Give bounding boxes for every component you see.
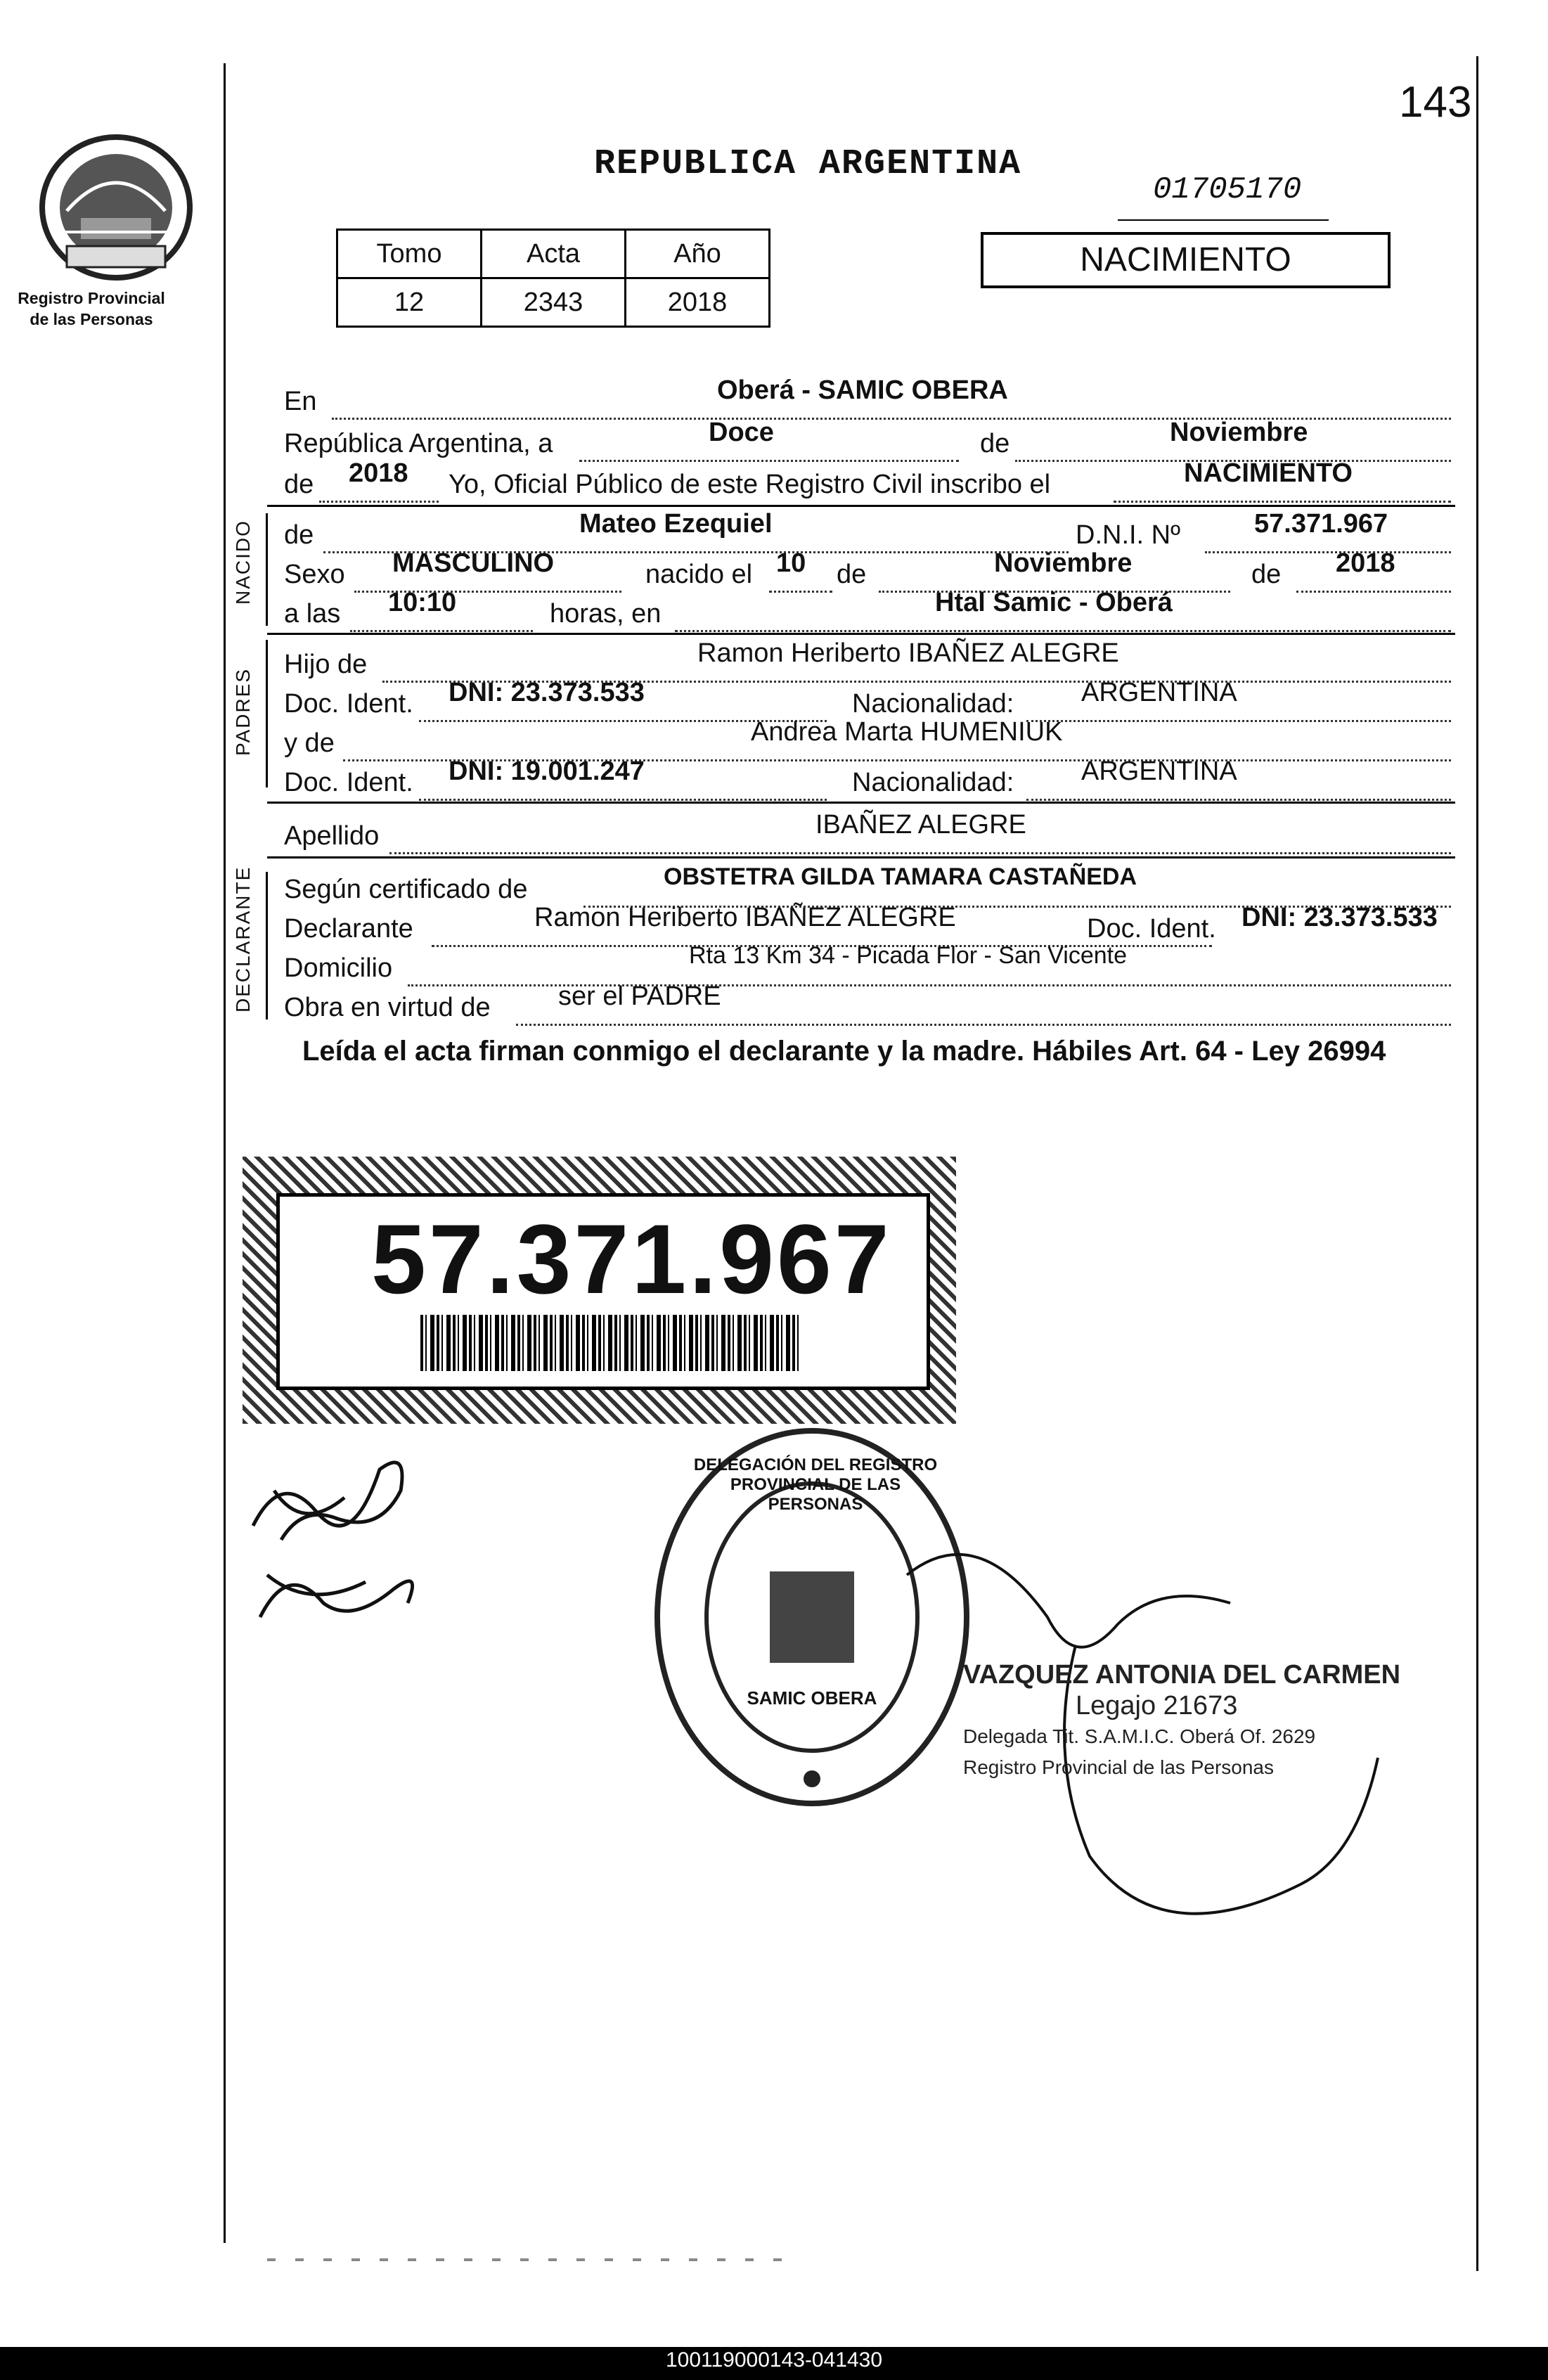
bottom-faint-line bbox=[267, 2258, 787, 2261]
doc2-label: Doc. Ident. bbox=[284, 768, 413, 797]
table-header-acta: Acta bbox=[482, 230, 626, 278]
doc3-value: DNI: 23.373.533 bbox=[1241, 903, 1438, 932]
seal-caption-line1: Registro Provincial bbox=[18, 289, 165, 307]
section-divider bbox=[267, 856, 1455, 858]
nac1-label: Nacionalidad: bbox=[852, 689, 1014, 719]
form-row-sexo bbox=[284, 548, 1451, 599]
dni-sticker-number: 57.371.967 bbox=[371, 1204, 892, 1314]
republica-label: República Argentina, a bbox=[284, 429, 553, 458]
declarant-signature-icon bbox=[239, 1427, 464, 1638]
province-seal bbox=[28, 127, 204, 288]
nac-dia-value: 10 bbox=[776, 548, 806, 578]
official-stamp-line1: VAZQUEZ ANTONIA DEL CARMEN bbox=[963, 1660, 1401, 1690]
inscribo-value: NACIMIENTO bbox=[1184, 458, 1353, 488]
doc1-value: DNI: 23.373.533 bbox=[449, 678, 645, 707]
right-margin-line bbox=[1476, 56, 1478, 2271]
section-padres-label: PADRES bbox=[232, 667, 254, 756]
seal-caption-line2: de las Personas bbox=[30, 310, 153, 328]
section-divider bbox=[267, 633, 1455, 635]
nac2-label: Nacionalidad: bbox=[852, 768, 1014, 797]
dni-sticker-inner bbox=[276, 1193, 930, 1390]
official-stamp-line4: Registro Provincial de las Personas bbox=[963, 1756, 1274, 1778]
padre-value: Ramon Heriberto IBAÑEZ ALEGRE bbox=[697, 638, 1119, 668]
table-value-tomo: 12 bbox=[337, 278, 482, 327]
section-divider bbox=[267, 802, 1455, 804]
seal-emblem-icon bbox=[28, 127, 204, 288]
page-number: 143 bbox=[1399, 78, 1472, 127]
section-declarante-label: DECLARANTE bbox=[232, 866, 254, 1012]
declarante-label: Declarante bbox=[284, 914, 413, 944]
hora-value: 10:10 bbox=[388, 588, 457, 617]
document-title: REPUBLICA ARGENTINA bbox=[594, 144, 1022, 184]
yo-text: Yo, Oficial Público de este Registro Civil inscribo el bbox=[449, 470, 1051, 499]
nacido-label: nacido el bbox=[645, 560, 753, 589]
de5-label: de bbox=[1251, 560, 1282, 589]
declarante-value: Ramon Heriberto IBAÑEZ ALEGRE bbox=[534, 903, 956, 932]
nombre-value: Mateo Ezequiel bbox=[579, 509, 773, 539]
sexo-label: Sexo bbox=[284, 560, 345, 589]
round-stamp-inner-text: SAMIC OBERA bbox=[747, 1687, 877, 1709]
official-stamp-line3: Delegada Tit. S.A.M.I.C. Oberá Of. 2629 bbox=[963, 1725, 1316, 1747]
doc3-label: Doc. Ident. bbox=[1087, 914, 1216, 944]
table-header-tomo: Tomo bbox=[337, 230, 482, 278]
alas-label: a las bbox=[284, 599, 341, 629]
nac1-value: ARGENTINA bbox=[1081, 678, 1237, 707]
de4-label: de bbox=[837, 560, 867, 589]
form-row-obra bbox=[284, 982, 1451, 1032]
dia-value: Doce bbox=[709, 418, 774, 447]
declarante-bracket bbox=[266, 872, 268, 1019]
horas-label: horas, en bbox=[550, 599, 662, 629]
table-header-anio: Año bbox=[626, 230, 770, 278]
official-stamp-line2: Legajo 21673 bbox=[1076, 1691, 1238, 1720]
form-row-apellido bbox=[284, 810, 1451, 861]
form-row-inscribo bbox=[284, 458, 1451, 509]
dni-label: D.N.I. Nº bbox=[1076, 520, 1180, 550]
en-value: Oberá - SAMIC OBERA bbox=[717, 375, 1008, 405]
dni-value: 57.371.967 bbox=[1254, 509, 1388, 539]
closing-note: Leída el acta firman conmigo el declarante y la madre. Hábiles Art. 64 - Ley 26994 bbox=[302, 1036, 1386, 1067]
dni-sticker bbox=[243, 1157, 956, 1424]
de-label: de bbox=[980, 429, 1010, 458]
obra-label: Obra en virtud de bbox=[284, 993, 491, 1022]
hijo-label: Hijo de bbox=[284, 650, 368, 679]
serial-underline bbox=[1118, 219, 1329, 221]
padres-bracket bbox=[266, 640, 268, 787]
anio-value: 2018 bbox=[349, 458, 408, 488]
segun-label: Según certificado de bbox=[284, 875, 528, 904]
obra-value: ser el PADRE bbox=[558, 982, 721, 1011]
en-label: En bbox=[284, 387, 317, 416]
official-stamp bbox=[963, 1659, 1455, 1783]
round-stamp-outer-text: DELEGACIÓN DEL REGISTRO PROVINCIAL DE LAS PERSONAS bbox=[693, 1455, 938, 1514]
nac-anio-value: 2018 bbox=[1336, 548, 1395, 578]
serial-number: 01705170 bbox=[1153, 172, 1302, 207]
nacido-bracket bbox=[266, 513, 268, 626]
footer-code: 100119000143-041430 bbox=[665, 2348, 883, 2372]
barcode-icon bbox=[420, 1315, 800, 1371]
section-divider bbox=[267, 505, 1455, 507]
form-row-domicilio bbox=[284, 942, 1451, 993]
sexo-value: MASCULINO bbox=[392, 548, 555, 578]
domicilio-label: Domicilio bbox=[284, 953, 393, 983]
doc2-value: DNI: 19.001.247 bbox=[449, 757, 645, 786]
table-value-acta: 2343 bbox=[482, 278, 626, 327]
mes-value: Noviembre bbox=[1170, 418, 1308, 447]
domicilio-value: Rta 13 Km 34 - Picada Flor - San Vicente bbox=[689, 942, 1128, 969]
segun-value: OBSTETRA GILDA TAMARA CASTAÑEDA bbox=[664, 863, 1137, 890]
apellido-label: Apellido bbox=[284, 821, 380, 851]
de3-label: de bbox=[284, 520, 314, 550]
de2-label: de bbox=[284, 470, 314, 499]
record-table bbox=[336, 229, 770, 328]
yde-label: y de bbox=[284, 728, 335, 758]
record-type-box: NACIMIENTO bbox=[981, 232, 1391, 288]
nac2-value: ARGENTINA bbox=[1081, 757, 1237, 786]
madre-value: Andrea Marta HUMENIUK bbox=[751, 717, 1063, 747]
section-nacido-label: NACIDO bbox=[232, 520, 254, 605]
lugar-value: Htal Samic - Oberá bbox=[935, 588, 1173, 617]
table-value-anio: 2018 bbox=[626, 278, 770, 327]
apellido-value: IBAÑEZ ALEGRE bbox=[815, 810, 1026, 840]
doc1-label: Doc. Ident. bbox=[284, 689, 413, 719]
left-margin-line bbox=[224, 63, 226, 2243]
nac-mes-value: Noviembre bbox=[994, 548, 1133, 578]
